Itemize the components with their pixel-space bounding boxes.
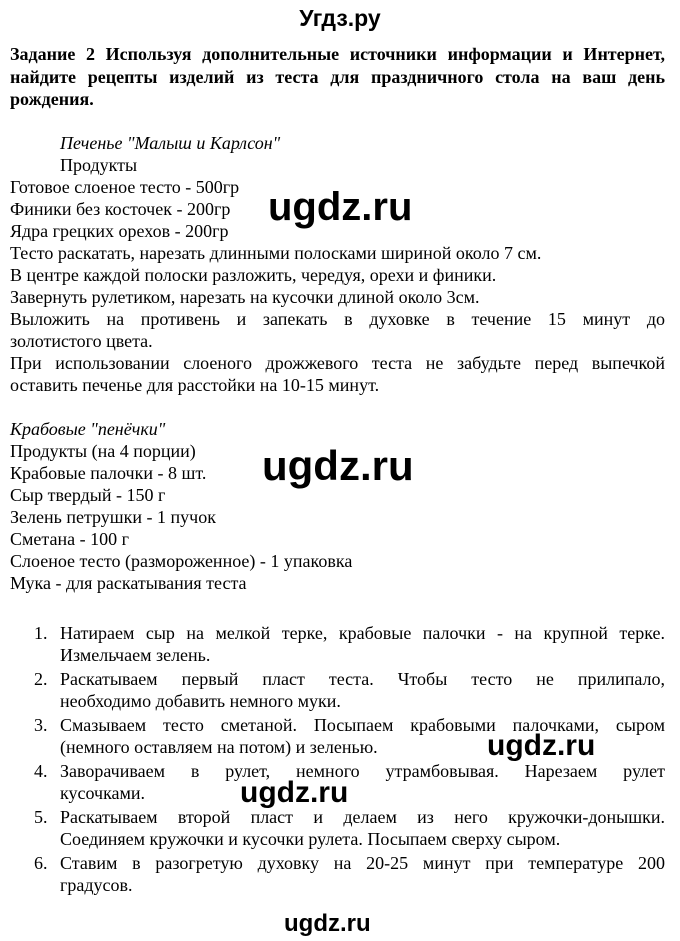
recipe2-ingredient: Слоеное тесто (размороженное) - 1 упаковка [10,551,353,571]
step-number: 1. [34,623,48,643]
step-line: Раскатываем второй пласт и делаем из него кружочки-донышки. [60,807,665,827]
recipe1-ingredient: Ядра грецких орехов - 200гр [10,221,229,241]
step-line: необходимо добавить немного муки. [60,691,341,711]
recipe1-step: При использовании слоеного дрожжевого теста не забудьте перед выпечкой [10,353,665,373]
step-number: 4. [34,761,48,781]
recipe1-products-label: Продукты [60,155,138,175]
site-header: Угдз.ру [299,5,381,31]
recipe2-ingredient: Крабовые палочки - 8 шт. [10,463,207,483]
step-number: 3. [34,715,48,735]
recipe1-step: В центре каждой полоски разложить, чередуя, орехи и финики. [10,265,497,285]
step-line: Смазываем тесто сметаной. Посыпаем крабовыми палочками, сыром [60,715,665,735]
step-line: Ставим в разогретую духовку на 20-25 минут при температуре 200 [60,853,665,873]
watermark: ugdz.ru [268,185,413,229]
recipe1-ingredient: Финики без косточек - 200гр [10,199,231,219]
recipe2-ingredient: Сыр твердый - 150 г [10,485,166,505]
recipe2-ingredient: Зелень петрушки - 1 пучок [10,507,216,527]
step-line: кусочками. [60,783,146,803]
watermark: ugdz.ru [487,729,596,762]
step-line: Раскатываем первый пласт теста. Чтобы тесто не прилипало, [60,669,665,689]
step-line: Измельчаем зелень. [60,645,211,665]
step-line: Заворачиваем в рулет, немного утрамбовывая. Нарезаем рулет [60,761,665,781]
recipe1-ingredient: Готовое слоеное тесто - 500гр [10,177,240,197]
step-line: (немного оставляем на потом) и зеленью. [60,737,378,757]
step-line: градусов. [60,875,133,895]
recipe1-title: Печенье "Малыш и Карлсон" [60,133,281,153]
step-number: 6. [34,853,48,873]
recipe2-ingredient: Мука - для раскатывания теста [10,573,247,593]
recipe2-title: Крабовые "пенёчки" [10,419,166,439]
recipe2-ingredient: Сметана - 100 г [10,529,129,549]
step-line: Соединяем кружочки и кусочки рулета. Посыпаем сверху сыром. [60,829,561,849]
recipe2-products-label: Продукты (на 4 порции) [10,441,196,461]
recipe1-step: Выложить на противень и запекать в духовке в течение 15 минут до [10,309,665,329]
recipe1-step: Завернуть рулетиком, нарезать на кусочки длиной около 3см. [10,287,480,307]
recipe1-step: оставить печенье для расстойки на 10-15 минут. [10,375,380,395]
step-line: Натираем сыр на мелкой терке, крабовые палочки - на крупной терке. [60,623,665,643]
watermark: ugdz.ru [262,442,414,489]
task-text: Задание 2 Используя дополнительные источники информации и Интернет, найдите рецепты изделий из теста для праздничного стола на ваш день рождения. [10,44,665,109]
recipe1-step: золотистого цвета. [10,331,153,351]
watermark: ugdz.ru [240,776,349,809]
watermark: ugdz.ru [284,910,371,937]
recipe1-step: Тесто раскатать, нарезать длинными полосками шириной около 7 см. [10,243,542,263]
step-number: 2. [34,669,48,689]
step-number: 5. [34,807,48,827]
